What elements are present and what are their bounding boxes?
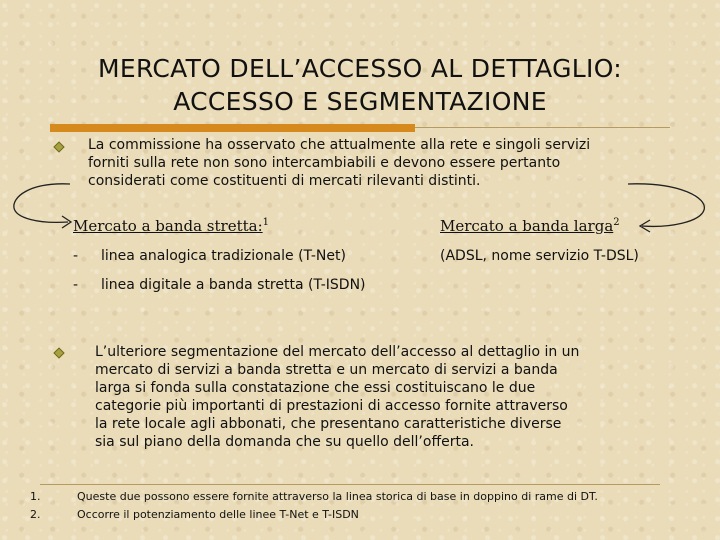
narrowband-heading-text: Mercato a banda stretta: (73, 217, 263, 235)
list-dash: - (73, 248, 79, 264)
curved-arrow-right-icon (620, 178, 715, 243)
title-accent-bar (50, 124, 415, 132)
footnote-text: Occorre il potenziamento delle linee T-Net e T-ISDN (77, 508, 359, 521)
title-line-2: ACCESSO E SEGMENTAZIONE (173, 87, 547, 116)
intro-line: forniti sulla rete non sono intercambiabili e devono essere pertanto (88, 155, 561, 171)
narrowband-item: linea digitale a banda stretta (T-ISDN) (101, 277, 366, 293)
footnote-number: 1. (30, 490, 41, 503)
narrowband-item: linea analogica tradizionale (T-Net) (101, 248, 346, 264)
intro-paragraph (88, 136, 688, 190)
intro-line: considerati come costituenti di mercati rilevanti distinti. (88, 173, 481, 189)
list-dash: - (73, 277, 79, 293)
broadband-item: (ADSL, nome servizio T-DSL) (440, 248, 639, 264)
footnote-ref-1: 1 (262, 217, 270, 228)
footnote-divider (40, 484, 660, 485)
title-line-1: MERCATO DELL’ACCESSO AL DETTAGLIO: (98, 54, 622, 83)
segmentation-line: L’ulteriore segmentazione del mercato dell’accesso al dettaglio in un (95, 344, 580, 360)
segmentation-line: categorie più importanti di prestazioni di accesso fornite attraverso (95, 398, 568, 414)
footnote-text: Queste due possono essere fornite attraverso la linea storica di base in doppino di rame di DT. (77, 490, 598, 503)
broadband-heading-text: Mercato a banda larga (440, 217, 614, 235)
footnote-number: 2. (30, 508, 41, 521)
diamond-bullet-icon (53, 347, 64, 358)
intro-line: La commissione ha osservato che attualmente alla rete e singoli servizi (88, 137, 591, 153)
segmentation-line: larga si fonda sulla constatazione che essi costituiscano le due (95, 380, 536, 396)
broadband-heading (440, 217, 620, 235)
diamond-bullet-icon (53, 141, 64, 152)
slide-title (40, 52, 680, 118)
segmentation-line: sia sul piano della domanda che su quello dell’offerta. (95, 434, 474, 450)
segmentation-line: la rete locale agli abbonati, che presentano caratteristiche diverse (95, 416, 562, 432)
segmentation-paragraph (95, 343, 675, 451)
segmentation-line: mercato di servizi a banda stretta e un mercato di servizi a banda (95, 362, 558, 378)
narrowband-heading (73, 217, 269, 235)
footnote-ref-2: 2 (613, 217, 620, 228)
